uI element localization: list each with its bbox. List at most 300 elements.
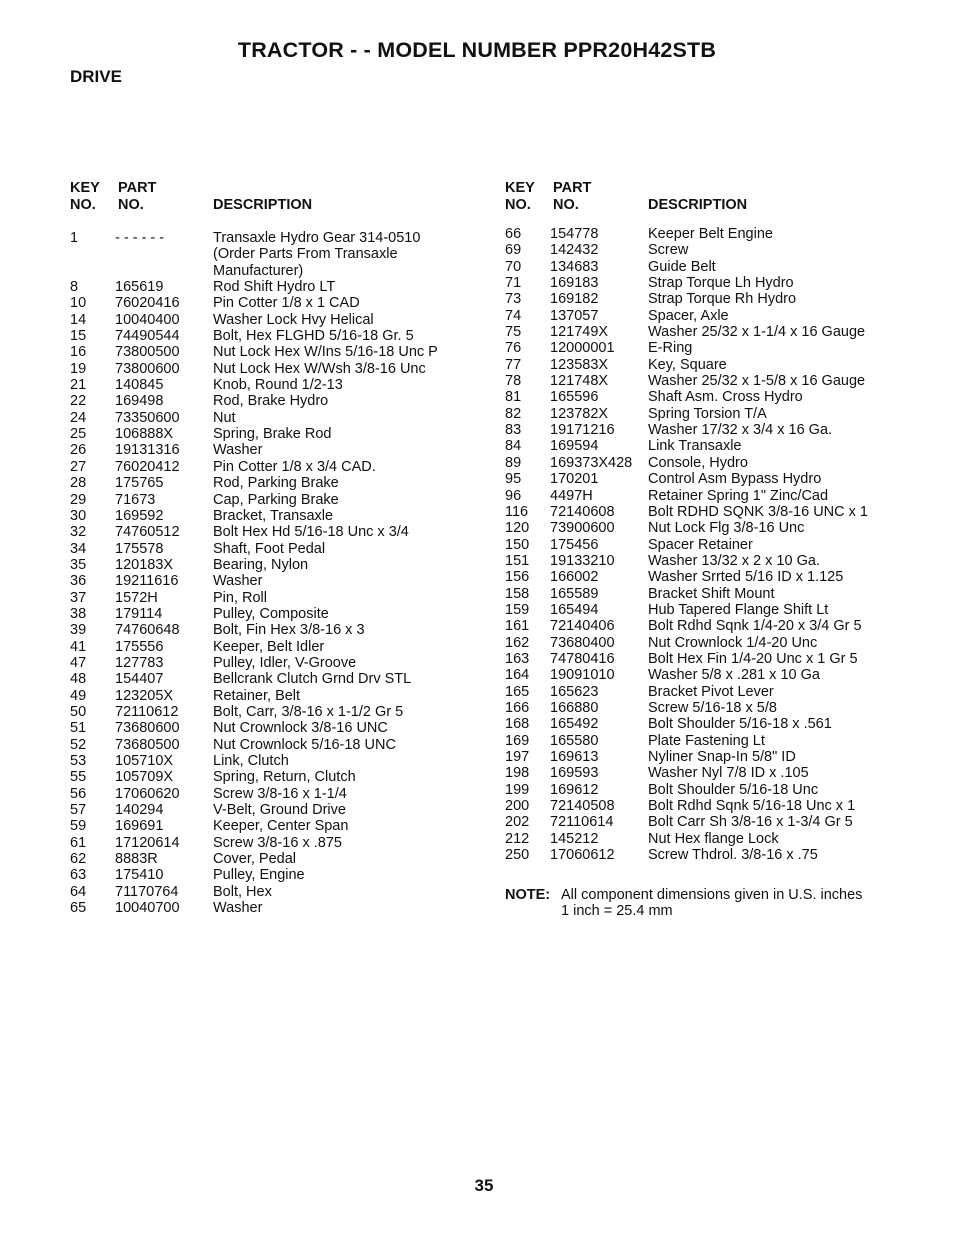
part-number: 105709X xyxy=(115,769,174,786)
table-row xyxy=(505,520,905,536)
key-number: 14 xyxy=(70,311,87,328)
key-number: 200 xyxy=(505,798,530,815)
part-description: Keeper Belt Engine xyxy=(648,226,773,242)
key-number: 162 xyxy=(505,634,530,651)
part-number: 165596 xyxy=(550,389,599,406)
key-number: 202 xyxy=(505,814,530,831)
part-number: 166002 xyxy=(550,569,599,586)
table-row xyxy=(70,900,470,916)
part-number: 169183 xyxy=(550,275,599,292)
table-row xyxy=(70,541,470,557)
key-number: 28 xyxy=(70,475,87,492)
part-description: Cap, Parking Brake xyxy=(213,491,339,508)
part-description: Bolt, Fin Hex 3/8-16 x 3 xyxy=(213,622,365,639)
table-row xyxy=(505,373,905,389)
table-row xyxy=(505,406,905,422)
part-description: Plate Fastening Lt xyxy=(648,732,765,749)
part-description: Bolt Hex Hd 5/16-18 Unc x 3/4 xyxy=(213,524,409,541)
part-number: 19133210 xyxy=(550,552,615,569)
part-number: 169498 xyxy=(115,393,164,410)
parts-table-left xyxy=(70,180,470,916)
part-number: 73680500 xyxy=(115,736,180,753)
key-number: 49 xyxy=(70,687,87,704)
table-row xyxy=(505,782,905,798)
key-number: 78 xyxy=(505,373,522,390)
part-description: Screw xyxy=(648,242,689,259)
table-row xyxy=(505,242,905,258)
part-description: Pin, Roll xyxy=(213,589,267,606)
table-row xyxy=(505,831,905,847)
part-description: Pulley, Composite xyxy=(213,605,329,622)
table-row xyxy=(70,769,470,785)
part-description: Strap Torque Lh Hydro xyxy=(648,275,794,292)
key-number: 165 xyxy=(505,683,530,700)
table-row xyxy=(70,377,470,393)
key-number: 63 xyxy=(70,867,87,884)
part-number: 17060612 xyxy=(550,847,615,864)
part-number: 175456 xyxy=(550,536,599,553)
part-number: 73800500 xyxy=(115,344,180,361)
part-description: Nut Hex flange Lock xyxy=(648,830,779,847)
part-number: 72110614 xyxy=(550,814,614,831)
key-number: 161 xyxy=(505,618,530,635)
key-number: 35 xyxy=(70,556,87,573)
key-number: 95 xyxy=(505,471,522,488)
table-row xyxy=(70,475,470,491)
key-number: 82 xyxy=(505,405,522,422)
part-number: 140294 xyxy=(115,802,164,819)
part-description: Control Asm Bypass Hydro xyxy=(648,471,822,488)
header-part: PART NO. xyxy=(118,180,157,213)
part-number: 165494 xyxy=(550,601,599,618)
key-number: 73 xyxy=(505,291,522,308)
part-description: Pin Cotter 1/8 x 1 CAD xyxy=(213,295,360,312)
part-number: 140845 xyxy=(115,377,164,394)
key-number: 8 xyxy=(70,279,79,296)
part-description: Guide Belt xyxy=(648,258,716,275)
part-description: Link, Clutch xyxy=(213,753,289,770)
key-number: 50 xyxy=(70,703,87,720)
part-number: 17120614 xyxy=(115,834,180,851)
part-description: Bolt Rdhd Sqnk 5/16-18 Unc x 1 xyxy=(648,798,856,815)
part-description: Pulley, Engine xyxy=(213,867,305,884)
key-number: 84 xyxy=(505,438,522,455)
part-number: 72110612 xyxy=(115,703,179,720)
part-description: Nut Lock Flg 3/8-16 Unc xyxy=(648,520,805,537)
key-number: 38 xyxy=(70,605,87,622)
part-number: 169613 xyxy=(550,749,599,765)
table-row xyxy=(70,802,470,818)
table-header xyxy=(70,180,470,216)
key-number: 41 xyxy=(70,638,87,655)
key-number: 66 xyxy=(505,226,522,242)
key-number: 74 xyxy=(505,307,522,324)
part-description: Screw Thdrol. 3/8-16 x .75 xyxy=(648,847,818,864)
key-number: 197 xyxy=(505,749,530,765)
part-number: 73900600 xyxy=(550,520,615,537)
parts-table-right xyxy=(505,180,905,863)
table-row xyxy=(70,786,470,802)
part-description: V-Belt, Ground Drive xyxy=(213,802,346,819)
part-description: Washer 13/32 x 2 x 10 Ga. xyxy=(648,552,820,569)
part-number: 154778 xyxy=(550,226,599,242)
part-description: Washer Nyl 7/8 ID x .105 xyxy=(648,765,809,782)
part-number: 19211616 xyxy=(115,573,179,590)
table-row xyxy=(70,344,470,360)
table-row xyxy=(70,720,470,736)
key-number: 34 xyxy=(70,540,87,557)
part-description: Nut xyxy=(213,409,236,426)
table-row xyxy=(70,590,470,606)
table-row xyxy=(505,438,905,454)
key-number: 52 xyxy=(70,736,87,753)
key-number: 83 xyxy=(505,422,522,439)
table-row xyxy=(70,737,470,753)
table-row xyxy=(505,488,905,504)
header-key: KEY NO. xyxy=(505,180,535,213)
part-number: 154407 xyxy=(115,671,164,688)
table-row xyxy=(505,537,905,553)
table-row xyxy=(70,835,470,851)
header-key: KEY NO. xyxy=(70,180,100,213)
part-number: 74760648 xyxy=(115,622,180,639)
part-number: 1572H xyxy=(115,589,158,606)
key-number: 77 xyxy=(505,356,522,373)
part-number: 19091010 xyxy=(550,667,615,684)
table-row xyxy=(505,847,905,863)
key-number: 55 xyxy=(70,769,87,786)
part-description: Washer xyxy=(213,573,263,590)
part-number: 165492 xyxy=(550,716,599,733)
table-row xyxy=(70,361,470,377)
part-description: Nut Crownlock 5/16-18 UNC xyxy=(213,736,396,753)
part-number: - - - - - - xyxy=(115,230,165,246)
table-row xyxy=(70,655,470,671)
key-number: 16 xyxy=(70,344,87,361)
part-number: 76020416 xyxy=(115,295,180,312)
key-number: 59 xyxy=(70,818,87,835)
key-number: 163 xyxy=(505,650,530,667)
part-description: Washer 25/32 x 1-5/8 x 16 Gauge xyxy=(648,373,866,390)
part-description: Spacer, Axle xyxy=(648,307,729,324)
part-description: Nyliner Snap-In 5/8" ID xyxy=(648,749,796,765)
header-part: PART NO. xyxy=(553,180,592,213)
part-number: 169373X428 xyxy=(550,454,633,471)
table-row xyxy=(505,667,905,683)
key-number: 24 xyxy=(70,409,87,426)
part-number: 169612 xyxy=(550,781,599,798)
table-row xyxy=(70,606,470,622)
table-row xyxy=(70,818,470,834)
part-number: 123205X xyxy=(115,687,174,704)
header-description: DESCRIPTION xyxy=(213,197,313,213)
part-description: Washer 17/32 x 3/4 x 16 Ga. xyxy=(648,422,833,439)
note-text: All component dimensions given in U.S. inches xyxy=(561,887,863,903)
table-row xyxy=(70,867,470,883)
table-row xyxy=(505,586,905,602)
part-description: Pin Cotter 1/8 x 3/4 CAD. xyxy=(213,458,376,475)
part-number: 175410 xyxy=(115,867,164,884)
key-number: 198 xyxy=(505,765,530,782)
key-number: 30 xyxy=(70,507,87,524)
key-number: 62 xyxy=(70,851,87,868)
part-number: 19131316 xyxy=(115,442,180,459)
key-number: 156 xyxy=(505,569,530,586)
key-number: 169 xyxy=(505,732,530,749)
table-row xyxy=(70,688,470,704)
part-description: Console, Hydro xyxy=(648,454,748,471)
table-row xyxy=(70,393,470,409)
key-number: 199 xyxy=(505,781,530,798)
part-description: Hub Tapered Flange Shift Lt xyxy=(648,601,829,618)
note-label: NOTE: xyxy=(505,887,551,903)
part-description: Spacer Retainer xyxy=(648,536,753,553)
key-number: 47 xyxy=(70,654,87,671)
table-row xyxy=(505,389,905,405)
key-number: 81 xyxy=(505,389,522,406)
part-description: Screw 5/16-18 x 5/8 xyxy=(648,699,777,716)
part-number: 121749X xyxy=(550,324,609,341)
part-number: 106888X xyxy=(115,426,174,443)
table-row xyxy=(70,508,470,524)
key-number: 65 xyxy=(70,900,87,917)
part-number: 19171216 xyxy=(550,422,615,439)
table-row xyxy=(505,275,905,291)
part-number: 71170764 xyxy=(115,883,179,900)
key-number: 56 xyxy=(70,785,87,802)
key-number: 96 xyxy=(505,487,522,504)
part-description: Washer 25/32 x 1-1/4 x 16 Gauge xyxy=(648,324,866,341)
part-description: Shaft Asm. Cross Hydro xyxy=(648,389,803,406)
table-header xyxy=(505,180,905,216)
key-number: 61 xyxy=(70,834,87,851)
table-row xyxy=(70,639,470,655)
table-row xyxy=(505,340,905,356)
part-number: 134683 xyxy=(550,258,599,275)
part-description: Screw 3/8-16 x .875 xyxy=(213,834,342,851)
key-number: 120 xyxy=(505,520,530,537)
table-row xyxy=(505,651,905,667)
part-number: 175765 xyxy=(115,475,164,492)
table-row xyxy=(70,442,470,458)
part-description: Cover, Pedal xyxy=(213,851,297,868)
key-number: 29 xyxy=(70,491,87,508)
part-number: 72140406 xyxy=(550,618,615,635)
part-description: Shaft, Foot Pedal xyxy=(213,540,326,557)
header-description: DESCRIPTION xyxy=(648,197,748,213)
part-number: 175578 xyxy=(115,540,164,557)
key-number: 64 xyxy=(70,883,87,900)
part-description: Keeper, Center Span xyxy=(213,818,349,835)
key-number: 37 xyxy=(70,589,87,606)
key-number: 116 xyxy=(505,503,529,520)
part-description: Nut Crownlock 3/8-16 UNC xyxy=(213,720,388,737)
part-description: Bolt, Hex xyxy=(213,883,272,900)
part-number: 165623 xyxy=(550,683,599,700)
section-heading: DRIVE xyxy=(70,67,122,86)
part-description: E-Ring xyxy=(648,340,693,357)
part-number: 123583X xyxy=(550,356,609,373)
part-description: Nut Crownlock 1/4-20 Unc xyxy=(648,634,818,651)
table-row xyxy=(505,569,905,585)
table-row xyxy=(505,684,905,700)
table-row xyxy=(505,798,905,814)
part-number: 121748X xyxy=(550,373,609,390)
table-row xyxy=(505,291,905,307)
table-row xyxy=(70,622,470,638)
part-number: 73680600 xyxy=(115,720,180,737)
table-body xyxy=(70,230,470,916)
table-row xyxy=(70,671,470,687)
table-row xyxy=(70,492,470,508)
part-description: Rod Shift Hydro LT xyxy=(213,279,336,296)
table-row xyxy=(505,324,905,340)
part-description: Spring Torsion T/A xyxy=(648,405,767,422)
part-number: 165619 xyxy=(115,279,164,296)
part-description: Bolt Carr Sh 3/8-16 x 1-3/4 Gr 5 xyxy=(648,814,853,831)
key-number: 158 xyxy=(505,585,530,602)
key-number: 22 xyxy=(70,393,87,410)
table-row xyxy=(505,716,905,732)
table-row xyxy=(505,765,905,781)
table-row xyxy=(70,851,470,867)
key-number: 164 xyxy=(505,667,530,684)
part-number: 137057 xyxy=(550,307,599,324)
part-description: Spring, Brake Rod xyxy=(213,426,332,443)
key-number: 53 xyxy=(70,753,87,770)
part-description: Nut Lock Hex W/Ins 5/16-18 Unc P xyxy=(213,344,438,361)
part-description: Bolt Hex Fin 1/4-20 Unc x 1 Gr 5 xyxy=(648,650,858,667)
table-row xyxy=(505,471,905,487)
part-description: Bolt Shoulder 5/16-18 x .561 xyxy=(648,716,832,733)
key-number: 250 xyxy=(505,847,530,864)
key-number: 70 xyxy=(505,258,522,275)
table-row xyxy=(505,226,905,242)
key-number: 19 xyxy=(70,360,87,377)
part-number: 169594 xyxy=(550,438,599,455)
table-row xyxy=(70,573,470,589)
key-number: 1 xyxy=(70,230,79,246)
part-description: Bearing, Nylon xyxy=(213,556,309,573)
part-number: 71673 xyxy=(115,491,156,508)
key-number: 57 xyxy=(70,802,87,819)
key-number: 26 xyxy=(70,442,87,459)
part-description: Rod, Parking Brake xyxy=(213,475,339,492)
part-number: 179114 xyxy=(115,605,163,622)
part-number: 169592 xyxy=(115,507,164,524)
part-description: Retainer Spring 1" Zinc/Cad xyxy=(648,487,829,504)
table-row xyxy=(505,733,905,749)
key-number: 21 xyxy=(70,377,87,394)
key-number: 10 xyxy=(70,295,87,312)
note-text: 1 inch = 25.4 mm xyxy=(561,903,673,919)
table-row xyxy=(505,259,905,275)
table-row xyxy=(70,279,470,295)
key-number: 32 xyxy=(70,524,87,541)
part-description: Bolt, Carr, 3/8-16 x 1-1/2 Gr 5 xyxy=(213,703,404,720)
part-number: 10040400 xyxy=(115,311,180,328)
part-number: 73800600 xyxy=(115,360,180,377)
part-number: 73350600 xyxy=(115,409,180,426)
table-body xyxy=(505,226,905,863)
part-description: Bolt Shoulder 5/16-18 Unc xyxy=(648,781,819,798)
part-description: Spring, Return, Clutch xyxy=(213,769,356,786)
part-number: 76020412 xyxy=(115,458,180,475)
key-number: 27 xyxy=(70,458,87,475)
key-number: 89 xyxy=(505,454,522,471)
part-number: 145212 xyxy=(550,830,599,847)
key-number: 159 xyxy=(505,601,530,618)
table-row xyxy=(505,602,905,618)
part-description: Bracket, Transaxle xyxy=(213,507,334,524)
part-description: Bracket Pivot Lever xyxy=(648,683,774,700)
key-number: 69 xyxy=(505,242,522,259)
part-description: Nut Lock Hex W/Wsh 3/8-16 Unc xyxy=(213,360,426,377)
part-number: 165580 xyxy=(550,732,599,749)
part-number: 175556 xyxy=(115,638,164,655)
part-number: 169691 xyxy=(115,818,164,835)
table-row xyxy=(505,357,905,373)
part-description: Bellcrank Clutch Grnd Drv STL xyxy=(213,671,412,688)
part-description: Bolt, Hex FLGHD 5/16-18 Gr. 5 xyxy=(213,328,414,345)
page-title: TRACTOR - - MODEL NUMBER PPR20H42STB xyxy=(237,38,717,62)
part-description: Washer xyxy=(213,900,263,917)
table-row xyxy=(70,295,470,311)
table-row xyxy=(505,814,905,830)
key-number: 75 xyxy=(505,324,522,341)
key-number: 39 xyxy=(70,622,87,639)
page-number: 35 xyxy=(474,1176,494,1195)
part-number: 72140608 xyxy=(550,503,615,520)
part-description: Washer Srrted 5/16 ID x 1.125 xyxy=(648,569,844,586)
part-number: 142432 xyxy=(550,242,599,259)
table-row xyxy=(505,308,905,324)
part-description: Pulley, Idler, V-Groove xyxy=(213,654,357,671)
part-number: 74780416 xyxy=(550,650,615,667)
key-number: 48 xyxy=(70,671,87,688)
part-description: Bolt RDHD SQNK 3/8-16 UNC x 1 xyxy=(648,503,868,520)
part-number: 169593 xyxy=(550,765,599,782)
part-description: Link Transaxle xyxy=(648,438,742,455)
table-row xyxy=(505,749,905,765)
table-row xyxy=(505,422,905,438)
part-number: 74490544 xyxy=(115,328,180,345)
table-row xyxy=(505,455,905,471)
key-number: 166 xyxy=(505,699,530,716)
part-number: 72140508 xyxy=(550,798,615,815)
part-number: 127783 xyxy=(115,654,164,671)
key-number: 51 xyxy=(70,720,87,737)
part-description: Transaxle Hydro Gear 314-0510 (Order Parts From Transaxle Manufacturer) xyxy=(213,230,421,279)
part-number: 120183X xyxy=(115,556,174,573)
part-description: Washer Lock Hvy Helical xyxy=(213,311,374,328)
table-row xyxy=(505,635,905,651)
table-row xyxy=(70,426,470,442)
table-row xyxy=(70,704,470,720)
key-number: 36 xyxy=(70,573,87,590)
part-number: 105710X xyxy=(115,753,174,770)
part-description: Bracket Shift Mount xyxy=(648,585,775,602)
table-row xyxy=(505,618,905,634)
table-row xyxy=(70,884,470,900)
key-number: 150 xyxy=(505,536,530,553)
part-description: Bolt Rdhd Sqnk 1/4-20 x 3/4 Gr 5 xyxy=(648,618,862,635)
part-number: 8883R xyxy=(115,851,158,868)
part-number: 123782X xyxy=(550,405,609,422)
part-description: Rod, Brake Hydro xyxy=(213,393,329,410)
table-row xyxy=(70,524,470,540)
part-number: 12000001 xyxy=(550,340,615,357)
